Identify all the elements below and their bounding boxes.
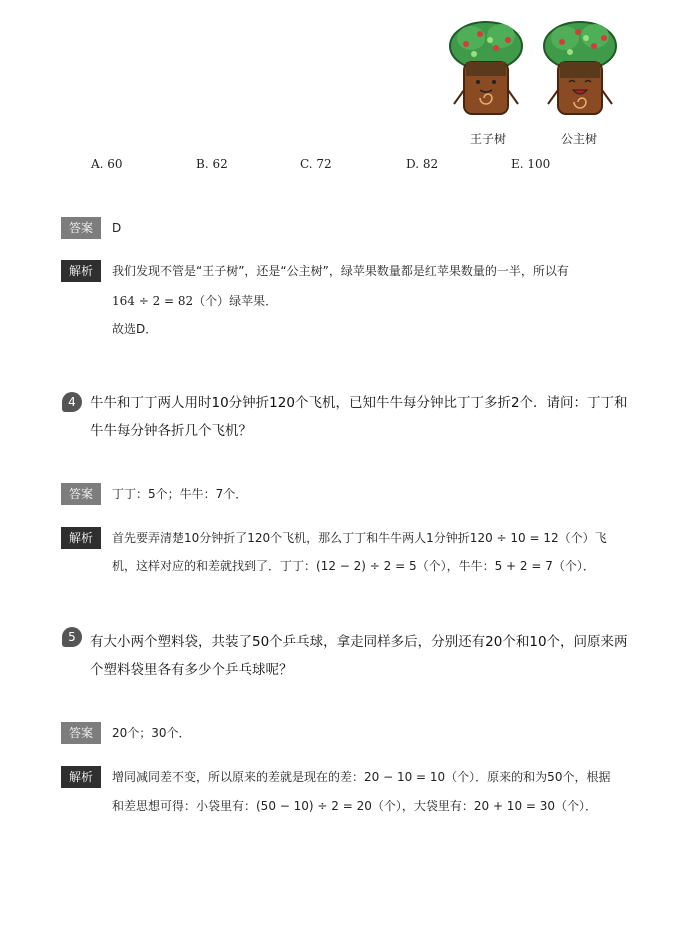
- explanation-line: 首先要弄清楚10分钟折了120个飞机，那么丁丁和牛牛两人1分钟折120 ÷ 10 = 12（个）飞: [112, 531, 607, 545]
- explanation-line: 我们发现不管是“王子树”，还是“公主树”，绿苹果数量都是红苹果数量的一半，所以有: [112, 264, 569, 278]
- question-number-badge: 4: [62, 392, 82, 412]
- explanation-tag: 解析: [61, 766, 101, 788]
- explanation-line: 故选D．: [112, 322, 158, 336]
- explanation-line: 机，这样对应的和差就找到了．丁丁：(12 − 2) ÷ 2 = 5（个），牛牛：5 + 2 = 7（个）．: [112, 559, 595, 573]
- answer-tag: 答案: [61, 217, 101, 239]
- explanation-tag: 解析: [61, 260, 101, 282]
- option-c: C. 72: [300, 157, 332, 171]
- answer-text: 20个；30个．: [112, 726, 191, 740]
- option-d: D. 82: [406, 157, 439, 171]
- option-e: E. 100: [511, 157, 551, 171]
- question-text: 有大小两个塑料袋，共装了50个乒乓球，拿走同样多后，分别还有20个和10个，问原来两: [90, 634, 628, 650]
- prince-tree-image: [446, 14, 526, 124]
- explanation-line: 和差思想可得：小袋里有：(50 − 10) ÷ 2 = 20（个），大袋里有：20 + 10 = 30（个）．: [112, 799, 598, 813]
- answer-text: D: [112, 221, 122, 235]
- answer-text: 丁丁：5个；牛牛：7个．: [112, 487, 248, 501]
- question-text: 牛牛和丁丁两人用时10分钟折120个飞机，已知牛牛每分钟比丁丁多折2个．请问：丁丁和: [90, 395, 628, 411]
- explanation-line: 增同减同差不变，所以原来的差就是现在的差：20 − 10 = 10（个）．原来的和为50个，根据: [112, 770, 611, 784]
- prince-tree-label: 王子树: [470, 132, 507, 146]
- answer-tag: 答案: [61, 722, 101, 744]
- option-b: B. 62: [196, 157, 228, 171]
- explanation-line: 164 ÷ 2 = 82（个）绿苹果．: [112, 294, 278, 308]
- question-text: 牛牛每分钟各折几个飞机？: [90, 423, 252, 439]
- princess-tree-label: 公主树: [561, 132, 598, 146]
- explanation-tag: 解析: [61, 527, 101, 549]
- question-text: 个塑料袋里各有多少个乒乓球呢？: [90, 662, 293, 678]
- option-a: A. 60: [91, 157, 123, 171]
- princess-tree-image: [540, 14, 620, 124]
- answer-tag: 答案: [61, 483, 101, 505]
- question-number-badge: 5: [62, 627, 82, 647]
